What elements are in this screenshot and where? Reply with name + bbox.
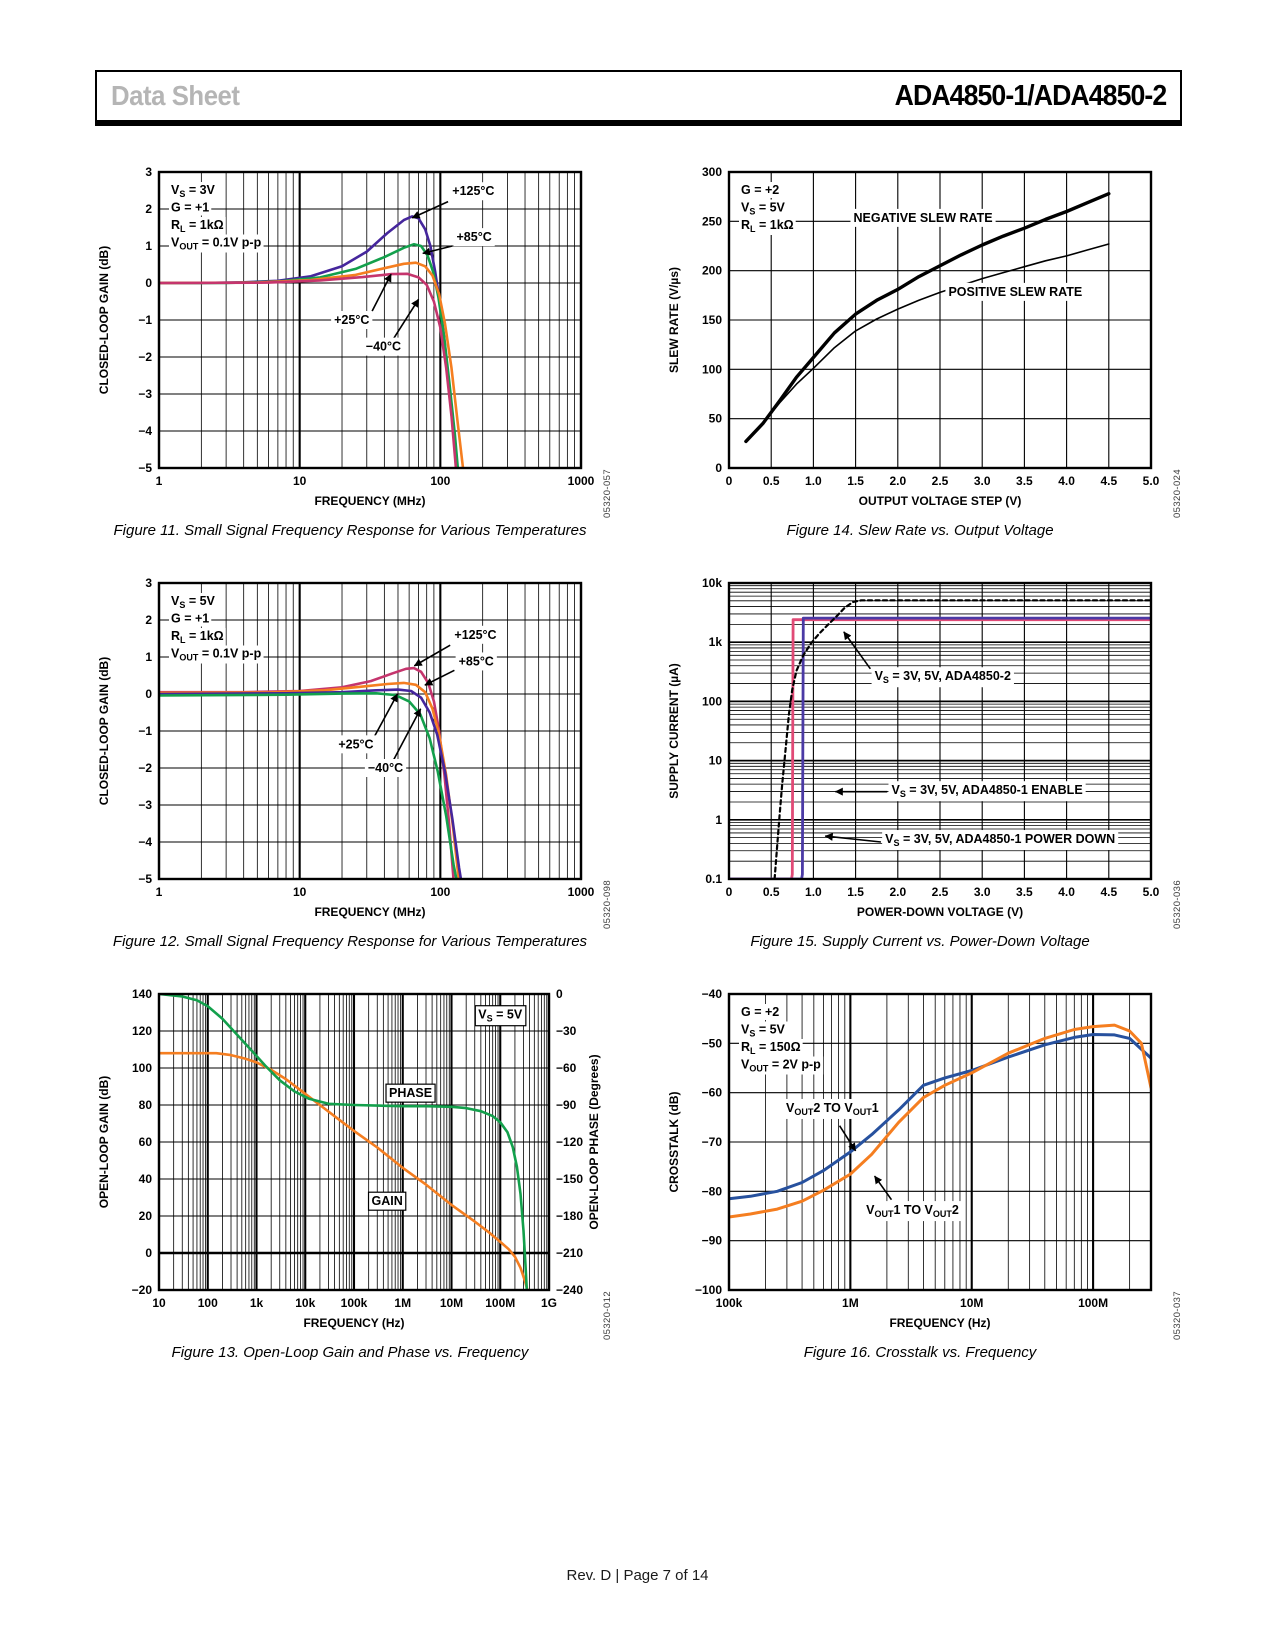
svg-text:−20: −20 [131, 1283, 152, 1297]
svg-text:1.0: 1.0 [805, 885, 822, 899]
svg-text:−100: −100 [694, 1283, 722, 1297]
figure-11-caption: Figure 11. Small Signal Frequency Response for Various Temperatures [113, 522, 587, 539]
svg-text:3.5: 3.5 [1016, 885, 1033, 899]
svg-text:100M: 100M [1078, 1296, 1109, 1310]
svg-text:+85°C: +85°C [456, 230, 492, 245]
svg-text:1: 1 [715, 812, 722, 827]
svg-text:−90: −90 [556, 1098, 577, 1112]
figure-16 [665, 984, 1185, 1361]
figure-16-chart [665, 984, 1175, 1334]
svg-text:3.0: 3.0 [973, 885, 991, 899]
svg-text:1: 1 [155, 885, 163, 899]
svg-text:−150: −150 [556, 1172, 584, 1186]
figure-11-code: 05320-057 [602, 469, 613, 519]
svg-text:G = +2: G = +2 [741, 183, 780, 197]
svg-text:5.0: 5.0 [1142, 885, 1160, 899]
svg-text:10k: 10k [295, 1296, 316, 1310]
svg-text:VS = 5V: $V_S = 5V$ [171, 594, 215, 610]
figure-14-caption: Figure 14. Slew Rate vs. Output Voltage [786, 522, 1054, 539]
svg-text:250: 250 [701, 214, 722, 229]
svg-text:+85°C: +85°C [458, 654, 494, 669]
svg-text:1000: 1000 [567, 474, 595, 488]
figure-15-chart [665, 573, 1175, 923]
svg-text:−40: −40 [701, 987, 722, 1001]
svg-text:−3: −3 [138, 798, 152, 812]
svg-text:2.0: 2.0 [889, 474, 907, 488]
svg-text:200: 200 [701, 263, 722, 278]
figure-12-chart [95, 573, 605, 923]
svg-text:4.5: 4.5 [1100, 474, 1118, 488]
figure-14-chart [665, 162, 1175, 512]
svg-text:−180: −180 [556, 1209, 584, 1223]
svg-text:10k: 10k [701, 576, 722, 590]
page-footer: Rev. D | Page 7 of 14 [566, 1567, 709, 1584]
svg-text:+25°C: +25°C [338, 737, 374, 752]
svg-text:−70: −70 [701, 1135, 722, 1149]
svg-text:−60: −60 [701, 1085, 722, 1100]
svg-text:RL = 1kΩ: $R_L = 1k\Omega$ [741, 218, 794, 234]
svg-text:1M: 1M [394, 1296, 412, 1310]
svg-text:2.0: 2.0 [889, 885, 907, 899]
svg-text:300: 300 [701, 165, 722, 179]
svg-text:140: 140 [131, 987, 152, 1001]
svg-text:VOUT2 TO VOUT1: $V_{OUT}2$ TO $V_{OUT}1$ [785, 1100, 879, 1117]
figure-13-chartwrap [95, 984, 613, 1341]
svg-text:10M: 10M [439, 1296, 464, 1310]
svg-text:100: 100 [430, 885, 451, 899]
figure-14 [665, 162, 1185, 539]
figure-12-code: 05320-098 [602, 880, 613, 930]
svg-text:10M: 10M [960, 1296, 984, 1310]
svg-text:−3: −3 [138, 387, 152, 401]
figures-grid [95, 162, 1185, 1361]
svg-text:1: 1 [145, 650, 152, 664]
figure-13-code: 05320-012 [602, 1291, 613, 1341]
svg-text:RL = 1kΩ: $R_L = 1k\Omega$ [171, 218, 224, 234]
page-header [95, 70, 1182, 126]
figure-15-code: 05320-036 [1172, 880, 1183, 930]
svg-text:10: 10 [708, 753, 722, 768]
svg-text:VS = 3V, 5V, ADA4850-1 POWER D: $V_S = 3V$, 5V, ADA4850-1 POWER DOWN [885, 832, 1116, 849]
svg-text:100M: 100M [485, 1296, 516, 1310]
svg-text:−80: −80 [701, 1184, 722, 1199]
svg-text:FREQUENCY (Hz): FREQUENCY (Hz) [889, 1316, 991, 1330]
svg-text:0: 0 [725, 885, 733, 899]
figure-12-caption: Figure 12. Small Signal Frequency Response for Various Temperatures [112, 933, 588, 950]
figure-11-chartwrap [95, 162, 613, 519]
svg-text:1G: 1G [540, 1296, 558, 1310]
svg-text:−40°C: −40°C [367, 761, 404, 775]
svg-text:2.5: 2.5 [931, 885, 949, 899]
figure-15-caption: Figure 15. Supply Current vs. Power-Down Voltage [750, 933, 1090, 950]
figure-13 [95, 984, 615, 1361]
svg-text:VS = 5V: $V_S = 5V$ [741, 1022, 785, 1039]
svg-text:−4: −4 [138, 424, 152, 438]
svg-text:VS = 5V: $V_S = 5V$ [478, 1007, 523, 1024]
svg-text:10: 10 [292, 885, 307, 899]
svg-text:2: 2 [145, 613, 152, 627]
svg-text:100k: 100k [715, 1296, 743, 1310]
svg-text:POWER-DOWN VOLTAGE (V): POWER-DOWN VOLTAGE (V) [856, 905, 1024, 919]
svg-text:100k: 100k [340, 1296, 368, 1310]
figure-15 [665, 573, 1185, 950]
svg-text:FREQUENCY (MHz): FREQUENCY (MHz) [314, 494, 426, 508]
svg-text:CLOSED-LOOP GAIN (dB): CLOSED-LOOP GAIN (dB) [97, 245, 111, 395]
figure-14-code: 05320-024 [1172, 469, 1183, 519]
svg-text:60: 60 [138, 1135, 152, 1149]
svg-text:VOUT1 TO VOUT2: $V_{OUT}1$ TO $V_{OUT}2$ [866, 1203, 959, 1220]
svg-text:−1: −1 [138, 313, 152, 327]
svg-text:50: 50 [708, 411, 722, 426]
svg-text:2: 2 [145, 202, 152, 216]
svg-text:150: 150 [701, 313, 722, 327]
svg-text:10: 10 [152, 1296, 166, 1310]
svg-text:G = +2: G = +2 [741, 1005, 780, 1019]
svg-text:100: 100 [701, 694, 722, 709]
svg-text:120: 120 [131, 1024, 152, 1038]
svg-text:1.5: 1.5 [847, 885, 864, 899]
svg-text:FREQUENCY (Hz): FREQUENCY (Hz) [303, 1316, 405, 1330]
svg-text:2.5: 2.5 [931, 474, 949, 488]
figure-15-chartwrap [665, 573, 1183, 930]
svg-text:1: 1 [155, 474, 163, 488]
svg-text:1000: 1000 [567, 885, 595, 899]
svg-text:4.0: 4.0 [1058, 474, 1075, 488]
svg-text:VS = 3V, 5V, ADA4850-1 ENABLE: $V_S = 3V$, 5V, ADA4850-1 ENABLE [891, 783, 1083, 800]
svg-text:0: 0 [725, 474, 733, 488]
part-number-title: ADA4850-1/ADA4850-2 [894, 79, 1166, 112]
svg-text:4.0: 4.0 [1058, 885, 1075, 899]
figure-14-chartwrap [665, 162, 1183, 519]
svg-text:−90: −90 [701, 1233, 722, 1248]
figure-16-caption: Figure 16. Crosstalk vs. Frequency [803, 1344, 1037, 1361]
svg-text:100: 100 [430, 474, 451, 488]
svg-text:−30: −30 [556, 1024, 577, 1038]
svg-text:VOUT = 0.1V p-p: $V_{OUT} = 0.1V$ p-p [171, 646, 262, 663]
svg-text:40: 40 [138, 1172, 152, 1186]
svg-text:OUTPUT VOLTAGE STEP (V): OUTPUT VOLTAGE STEP (V) [858, 494, 1022, 508]
figure-16-chartwrap [665, 984, 1183, 1341]
svg-text:−4: −4 [138, 835, 152, 849]
svg-text:PHASE: PHASE [389, 1086, 433, 1101]
svg-text:3.5: 3.5 [1016, 474, 1033, 488]
svg-text:G = +1: G = +1 [171, 200, 210, 215]
svg-text:3: 3 [145, 165, 152, 179]
doc-type-label: Data Sheet [111, 80, 240, 111]
svg-text:−50: −50 [701, 1036, 722, 1051]
figure-11 [95, 162, 615, 539]
svg-text:−5: −5 [138, 461, 152, 475]
svg-text:−5: −5 [138, 872, 152, 886]
svg-text:20: 20 [138, 1209, 152, 1223]
svg-text:3: 3 [145, 576, 152, 590]
svg-text:GAIN: GAIN [371, 1194, 403, 1209]
svg-text:0.5: 0.5 [762, 474, 780, 488]
figure-11-chart [95, 162, 605, 512]
svg-text:OPEN-LOOP GAIN (dB): OPEN-LOOP GAIN (dB) [97, 1075, 111, 1209]
svg-text:1M: 1M [842, 1296, 859, 1310]
svg-text:−2: −2 [138, 761, 152, 775]
svg-text:RL = 150Ω: $R_L = 150\Omega$ [741, 1040, 801, 1056]
figure-12 [95, 573, 615, 950]
svg-text:−1: −1 [138, 724, 152, 738]
svg-text:1: 1 [145, 239, 152, 253]
svg-text:−60: −60 [556, 1061, 577, 1075]
svg-text:1.5: 1.5 [847, 474, 864, 488]
figure-12-chartwrap [95, 573, 613, 930]
svg-text:1k: 1k [708, 635, 722, 650]
svg-text:SUPPLY CURRENT (µA): SUPPLY CURRENT (µA) [667, 663, 681, 799]
svg-text:80: 80 [138, 1098, 152, 1112]
svg-text:POSITIVE SLEW RATE: POSITIVE SLEW RATE [948, 284, 1083, 299]
figure-13-caption: Figure 13. Open-Loop Gain and Phase vs. Frequency [171, 1344, 529, 1361]
svg-text:0.1: 0.1 [705, 872, 722, 886]
svg-text:3.0: 3.0 [973, 474, 991, 488]
svg-text:VS = 5V: $V_S = 5V$ [741, 200, 785, 217]
svg-text:10: 10 [292, 474, 307, 488]
svg-text:0: 0 [715, 461, 722, 475]
svg-text:1k: 1k [249, 1296, 264, 1310]
figure-16-code: 05320-037 [1172, 1291, 1183, 1341]
svg-text:100: 100 [131, 1061, 152, 1075]
svg-text:0: 0 [556, 987, 563, 1001]
svg-text:CROSSTALK (dB): CROSSTALK (dB) [667, 1091, 681, 1193]
svg-text:0: 0 [145, 276, 152, 290]
svg-text:VOUT = 2V p-p: $V_{OUT} = 2V$ p-p [741, 1057, 821, 1074]
svg-text:0.5: 0.5 [762, 885, 780, 899]
svg-text:+125°C: +125°C [452, 184, 495, 199]
svg-text:RL = 1kΩ: $R_L = 1k\Omega$ [171, 629, 224, 645]
svg-text:−240: −240 [556, 1283, 584, 1297]
svg-text:0: 0 [145, 1246, 152, 1260]
svg-text:VOUT = 0.1V p-p: $V_{OUT} = 0.1V$ p-p [171, 235, 262, 252]
svg-text:−40°C: −40°C [365, 339, 402, 354]
svg-text:CLOSED-LOOP GAIN (dB): CLOSED-LOOP GAIN (dB) [97, 656, 111, 806]
svg-text:−210: −210 [556, 1246, 584, 1260]
svg-text:0: 0 [145, 687, 152, 701]
svg-text:5.0: 5.0 [1142, 474, 1160, 488]
svg-text:SLEW RATE (V/µs): SLEW RATE (V/µs) [667, 266, 681, 374]
svg-text:+25°C: +25°C [334, 313, 370, 327]
svg-text:−120: −120 [556, 1135, 584, 1149]
svg-text:VS = 3V, 5V, ADA4850-2: $V_S = 3V$, 5V, ADA4850-2 [874, 669, 1011, 686]
svg-text:VS = 3V: $V_S = 3V$ [171, 183, 215, 199]
svg-text:OPEN-LOOP PHASE (Degrees): OPEN-LOOP PHASE (Degrees) [587, 1054, 601, 1230]
svg-text:4.5: 4.5 [1100, 885, 1118, 899]
svg-text:G = +1: G = +1 [171, 611, 210, 626]
svg-text:+125°C: +125°C [454, 627, 497, 642]
svg-text:1.0: 1.0 [805, 474, 822, 488]
svg-text:100: 100 [197, 1296, 218, 1310]
svg-text:100: 100 [701, 362, 722, 377]
figure-13-chart [95, 984, 605, 1334]
svg-text:FREQUENCY (MHz): FREQUENCY (MHz) [314, 905, 426, 919]
svg-text:−2: −2 [138, 350, 152, 364]
svg-text:NEGATIVE SLEW RATE: NEGATIVE SLEW RATE [853, 210, 993, 225]
